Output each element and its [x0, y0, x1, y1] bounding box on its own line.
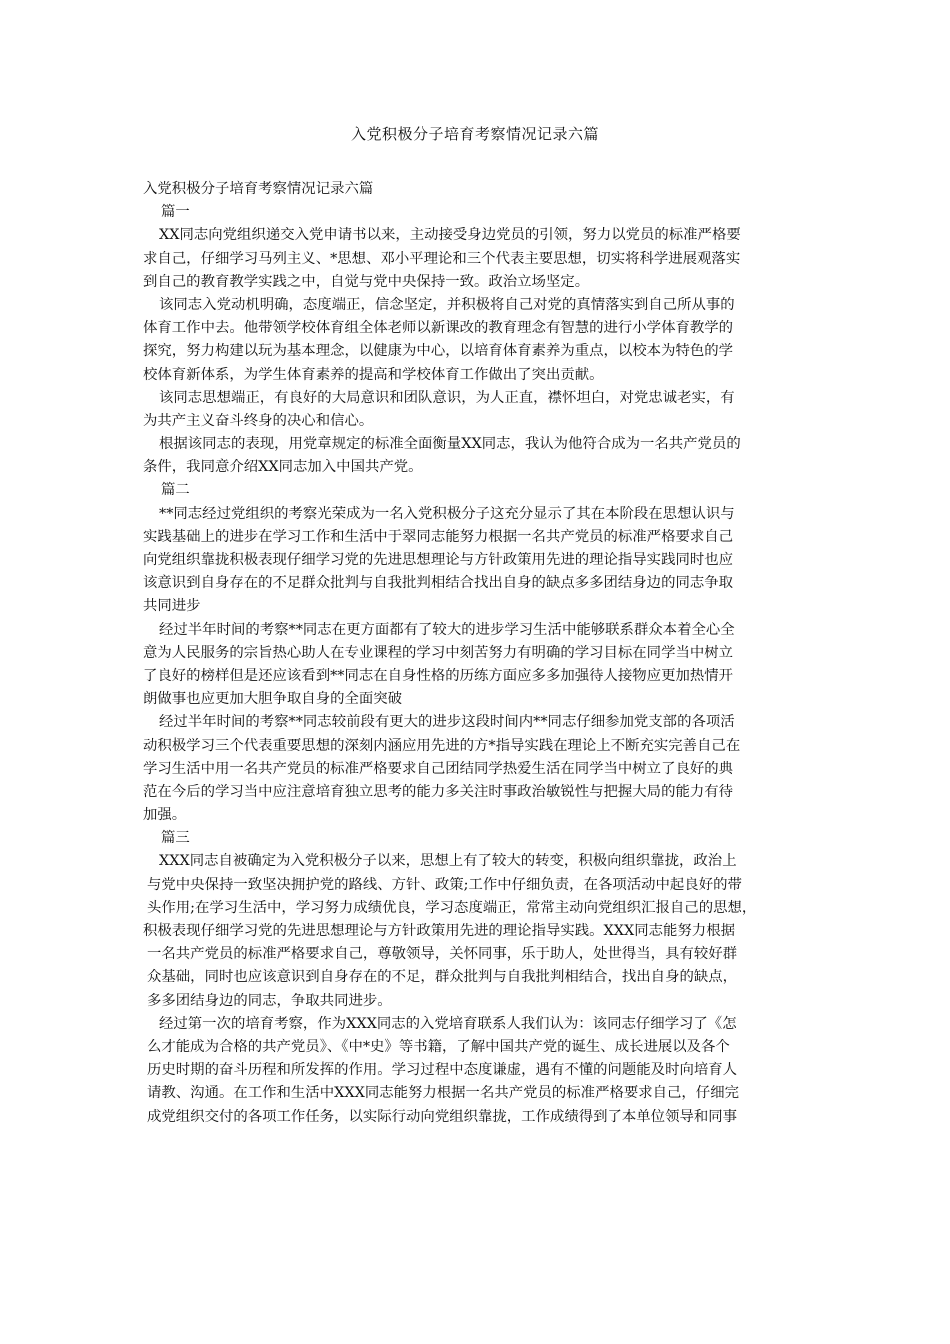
- text-line: 动积极学习三个代表重要思想的深刻内涵应用先进的方*指导实践在理论上不断充实完善自己在: [143, 737, 741, 754]
- text-line: 朗做事也应更加大胆争取自身的全面突破: [143, 691, 403, 708]
- text-line: 与党中央保持一致坚决拥护党的路线、方针、政策;工作中仔细负责，在各项活动中起良好的带: [147, 876, 742, 893]
- text-line: 共同进步: [143, 598, 201, 615]
- text-line: **同志经过党组织的考察光荣成为一名入党积极分子这充分显示了其在本阶段在思想认识与: [159, 505, 735, 522]
- text-line: 么才能成为合格的共产党员》、《中*史》等书籍，了解中国共产党的诞生、成长进展以及各个: [147, 1038, 730, 1055]
- text-line: 经过半年时间的考察**同志较前段有更大的进步这段时间内**同志仔细参加党支部的各项活: [159, 714, 735, 731]
- text-line: 入党积极分子培育考察情况记录六篇: [143, 181, 374, 197]
- text-line: 多多团结身边的同志，争取共同进步。: [147, 992, 392, 1009]
- text-line: XX同志向党组织递交入党申请书以来，主动接受身边党员的引领，努力以党员的标准严格要: [159, 227, 741, 244]
- text-line: 请教、沟通。在工作和生活中XXX同志能努力根据一名共产党员的标准严格要求自己，仔细完: [147, 1085, 739, 1102]
- text-line: 意为人民服务的宗旨热心助人在专业课程的学习中刻苦努力有明确的学习目标在同学当中树立: [143, 644, 734, 661]
- text-line: 探究，努力构建以玩为基本理念，以健康为中心，以培育体育素养为重点，以校本为特色的学: [143, 343, 734, 360]
- section-heading: 篇一: [161, 204, 190, 221]
- text-line: 体育工作中去。他带领学校体育组全体老师以新课改的教育理念有智慧的进行小学体育教学的: [143, 320, 734, 337]
- text-line: 条件，我同意介绍XX同志加入中国共产党。: [143, 459, 423, 476]
- text-line: 该同志入党动机明确，态度端正，信念坚定，并积极将自己对党的真情落实到自己所从事的: [159, 296, 735, 313]
- text-line: 根据该同志的表现，用党章规定的标准全面衡量XX同志，我认为他符合成为一名共产党员的: [159, 436, 741, 453]
- text-line: 加强。: [143, 807, 187, 824]
- text-line: 历史时期的奋斗历程和所发挥的作用。学习过程中态度谦虚，遇有不懂的问题能及时向培育人: [147, 1062, 738, 1079]
- text-line: 成党组织交付的各项工作任务，以实际行动向党组织靠拢，工作成绩得到了本单位领导和同事: [147, 1108, 738, 1125]
- text-line: 一名共产党员的标准严格要求自己，尊敬领导，关怀同事，乐于助人，处世得当，具有较好群: [147, 946, 738, 963]
- text-line: 到自己的教育教学实践之中，自觉与党中央保持一致。政治立场坚定。: [143, 273, 590, 290]
- section-heading: 篇二: [161, 482, 190, 499]
- text-line: 积极表现仔细学习党的先进思想理论与方针政策用先进的理论指导实践。XXX同志能努力根据: [143, 923, 735, 939]
- text-line: 为共产主义奋斗终身的决心和信心。: [143, 412, 374, 429]
- text-line: 经过半年时间的考察**同志在更方面都有了较大的进步学习生活中能够联系群众本着全心全: [159, 621, 735, 638]
- text-line: XXX同志自被确定为入党积极分子以来，思想上有了较大的转变，积极向组织靠拢，政治上: [159, 853, 737, 870]
- text-line: 该意识到自身存在的不足群众批判与自我批判相结合找出自身的缺点多多团结身边的同志争取: [143, 575, 734, 592]
- document-body: [143, 178, 813, 1129]
- text-line: 经过第一次的培育考察，作为XXX同志的入党培育联系人我们认为：该同志仔细学习了《怎: [159, 1015, 737, 1032]
- document-title: 入党积极分子培育考察情况记录六篇: [350, 125, 599, 143]
- text-line: 学习生活中用一名共产党员的标准严格要求自己团结同学热爱生活在同学当中树立了良好的典: [143, 760, 734, 777]
- text-line: 范在今后的学习当中应注意培育独立思考的能力多关注时事政治敏锐性与把握大局的能力有待: [143, 783, 734, 800]
- text-line: 了良好的榜样但是还应该看到**同志在自身性格的历练方面应多多加强待人接物应更加热情开: [143, 667, 734, 684]
- text-line: 头作用;在学习生活中，学习努力成绩优良，学习态度端正，常常主动向党组织汇报自己的思想，: [147, 899, 757, 916]
- text-line: 众基础，同时也应该意识到自身存在的不足，群众批判与自我批判相结合，找出自身的缺点，: [147, 969, 738, 986]
- text-line: 校体育新体系，为学生体育素养的提高和学校体育工作做出了突出贡献。: [143, 366, 604, 383]
- text-line: 该同志思想端正，有良好的大局意识和团队意识，为人正直，襟怀坦白，对党忠诚老实，有: [159, 389, 735, 406]
- text-line: 实践基础上的进步在学习工作和生活中于翠同志能努力根据一名共产党员的标准严格要求自己: [143, 528, 734, 545]
- section-heading: 篇三: [161, 830, 190, 847]
- text-line: 求自己，仔细学习马列主义、*思想、邓小平理论和三个代表主要思想，切实将科学进展观落实: [143, 250, 741, 267]
- text-line: 向党组织靠拢积极表现仔细学习党的先进思想理论与方针政策用先进的理论指导实践同时也应: [143, 552, 734, 568]
